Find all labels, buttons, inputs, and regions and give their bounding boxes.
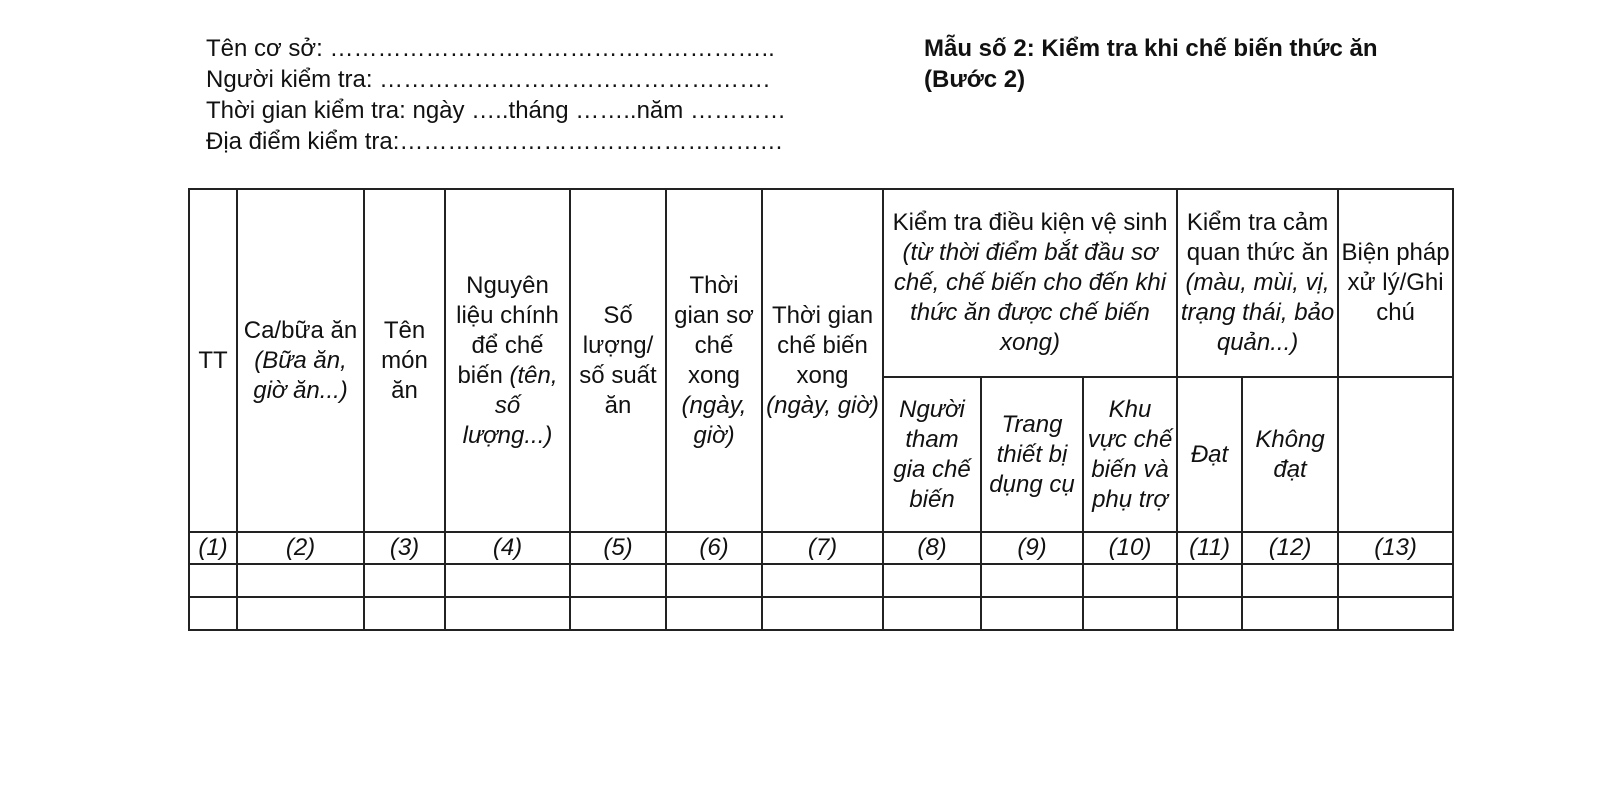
- sub-header-area: Khu vực chế biến và phụ trợ: [1083, 377, 1177, 532]
- col-header-cook-time: Thời gian chế biến xong (ngày, giờ): [762, 189, 883, 532]
- table-cell[interactable]: [666, 564, 762, 597]
- group-header-sensory-note: (màu, mùi, vị, trạng thái, bảo quản...): [1180, 269, 1335, 356]
- table-cell[interactable]: [1177, 564, 1242, 597]
- table-cell[interactable]: [1338, 564, 1453, 597]
- col-number: (10): [1083, 532, 1177, 564]
- table-cell[interactable]: [883, 564, 981, 597]
- table-cell[interactable]: [445, 597, 570, 630]
- col-header-meal: Ca/bữa ăn (Bữa ăn, giờ ăn...): [237, 189, 364, 532]
- col-header-tt: TT: [189, 189, 237, 532]
- inspection-time-line: Thời gian kiểm tra: ngày …..tháng ……..năm …………: [206, 97, 786, 124]
- table-cell[interactable]: [364, 564, 445, 597]
- group-header-hygiene-note: (từ thời điểm bắt đầu sơ chế, chế biến cho đến khi thức ăn được chế biến xong): [893, 239, 1167, 356]
- table-cell[interactable]: [981, 564, 1083, 597]
- column-number-row: [189, 532, 1453, 564]
- col-header-prep-time-note: (ngày, giờ): [681, 391, 747, 449]
- col-number: (3): [364, 532, 445, 564]
- table-cell[interactable]: [1242, 564, 1338, 597]
- col-number: (8): [883, 532, 981, 564]
- col-number: (1): [189, 532, 237, 564]
- col-number: (4): [445, 532, 570, 564]
- table-cell[interactable]: [666, 597, 762, 630]
- inspector-line: Người kiểm tra: ………………………………………….: [206, 66, 770, 93]
- sub-header-fail: Không đạt: [1242, 377, 1338, 532]
- table-cell[interactable]: [189, 564, 237, 597]
- inspection-location-line: Địa điểm kiểm tra:…………………………………………: [206, 128, 784, 155]
- table-cell[interactable]: [1083, 597, 1177, 630]
- col-header-quantity: Số lượng/ số suất ăn: [570, 189, 666, 532]
- sub-header-remedy-blank: [1338, 377, 1453, 532]
- inspection-table: [188, 188, 1454, 631]
- table-cell[interactable]: [570, 564, 666, 597]
- sub-header-pass: Đạt: [1177, 377, 1242, 532]
- col-header-meal-note: (Bữa ăn, giờ ăn...): [253, 346, 348, 404]
- form-title: [924, 33, 1377, 95]
- table-cell[interactable]: [445, 564, 570, 597]
- inspection-info: [206, 33, 786, 157]
- col-header-ingredients-note: (tên, số lượng...): [462, 361, 558, 449]
- col-header-prep-time: Thời gian sơ chế xong (ngày, giờ): [666, 189, 762, 532]
- col-number: (2): [237, 532, 364, 564]
- col-number: (12): [1242, 532, 1338, 564]
- col-header-remedy: Biện pháp xử lý/Ghi chú: [1338, 189, 1453, 377]
- group-header-sensory: Kiểm tra cảm quan thức ăn (màu, mùi, vị, trạng thái, bảo quản...): [1177, 189, 1338, 377]
- table-cell[interactable]: [189, 597, 237, 630]
- table-cell[interactable]: [1338, 597, 1453, 630]
- sub-header-staff: Người tham gia chế biến: [883, 377, 981, 532]
- col-header-dish-name: Tên món ăn: [364, 189, 445, 532]
- table-cell[interactable]: [237, 597, 364, 630]
- table-row: [189, 564, 1453, 597]
- table-cell[interactable]: [762, 597, 883, 630]
- table-cell[interactable]: [237, 564, 364, 597]
- col-header-cook-time-note: (ngày, giờ): [766, 391, 879, 419]
- table-cell[interactable]: [364, 597, 445, 630]
- table-cell[interactable]: [570, 597, 666, 630]
- table-row: [189, 597, 1453, 630]
- form-title-line2: (Bước 2): [924, 66, 1026, 93]
- table-cell[interactable]: [883, 597, 981, 630]
- group-header-hygiene: Kiểm tra điều kiện vệ sinh (từ thời điểm bắt đầu sơ chế, chế biến cho đến khi thức ăn được chế biến xong): [883, 189, 1177, 377]
- col-number: (9): [981, 532, 1083, 564]
- col-number: (7): [762, 532, 883, 564]
- col-number: (5): [570, 532, 666, 564]
- col-number: (6): [666, 532, 762, 564]
- col-number: (13): [1338, 532, 1453, 564]
- col-number: (11): [1177, 532, 1242, 564]
- col-header-ingredients: Nguyên liệu chính để chế biến (tên, số lượng...): [445, 189, 570, 532]
- form-title-line1: Mẫu số 2: Kiểm tra khi chế biến thức ăn: [924, 35, 1378, 62]
- table-cell[interactable]: [1177, 597, 1242, 630]
- table-cell[interactable]: [1083, 564, 1177, 597]
- table-cell[interactable]: [1242, 597, 1338, 630]
- table-cell[interactable]: [762, 564, 883, 597]
- facility-name-line: Tên cơ sở: ………………………………………………..: [206, 35, 775, 62]
- sub-header-equipment: Trang thiết bị dụng cụ: [981, 377, 1083, 532]
- table-cell[interactable]: [981, 597, 1083, 630]
